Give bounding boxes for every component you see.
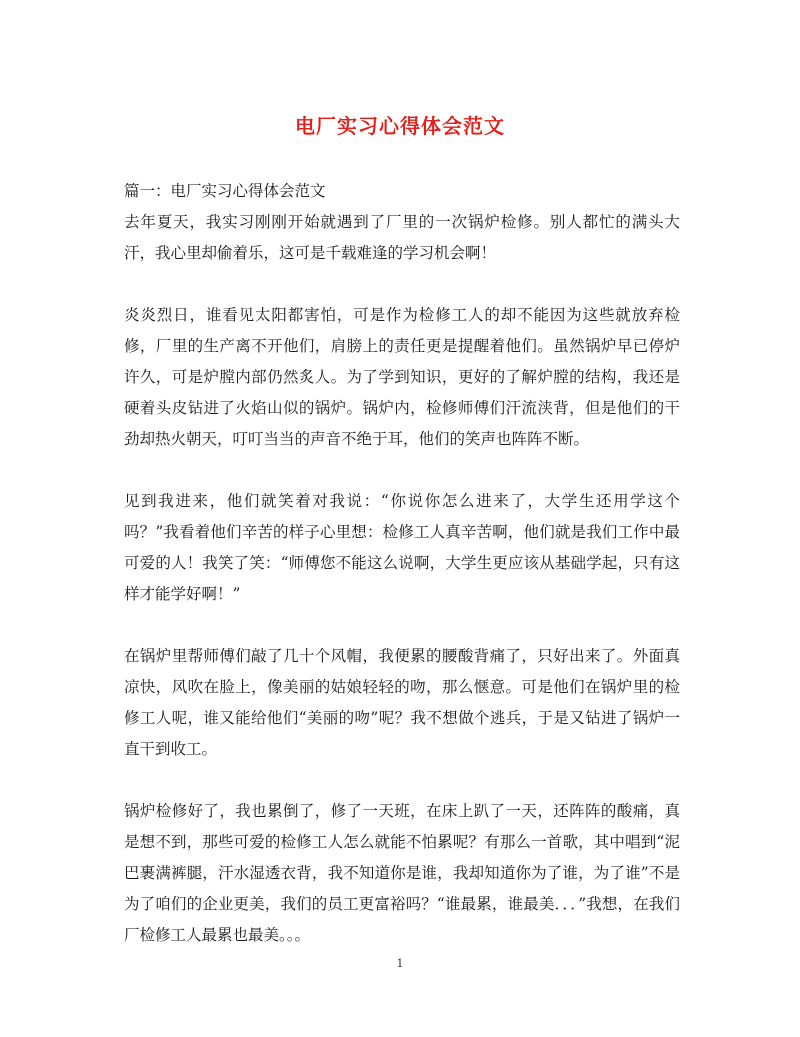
paragraph-3: 见到我进来，他们就笑着对我说：“你说你怎么进来了，大学生还用学这个吗？”我看着他们辛苦的样子心里想：检修工人真辛苦啊，他们就是我们工作中最可爱的人！我笑了笑：“师傅您不能这么说啊，大学生更应该从基础学起，只有这样才能学好啊！”	[124, 492, 680, 603]
document-title: 电厂实习心得体会范文	[295, 114, 505, 138]
section-heading: 篇一：电厂实习心得体会范文	[124, 182, 326, 200]
paragraph-2: 炎炎烈日，谁看见太阳都害怕，可是作为检修工人的却不能因为这些就放弃检修，厂里的生产离不开他们，肩膀上的责任更是提醒着他们。虽然锅炉早已停炉许久，可是炉膛内部仍然炙人。为了学到知识，更好的了解炉膛的结构，我还是硬着头皮钻进了火焰山似的锅炉。锅炉内，检修师傅们汗流浃背，但是他们的干劲却热火朝天，叮叮当当的声音不绝于耳，他们的笑声也阵阵不断。	[124, 306, 680, 448]
page-number: 1	[396, 957, 404, 970]
paragraph-1: 去年夏天，我实习刚刚开始就遇到了厂里的一次锅炉检修。别人都忙的满头大汗，我心里却偷着乐，这可是千载难逢的学习机会啊！	[124, 213, 680, 262]
paragraph-4: 在锅炉里帮师傅们敲了几十个风帽，我便累的腰酸背痛了，只好出来了。外面真凉快，风吹在脸上，像美丽的姑娘轻轻的吻，那么惬意。可是他们在锅炉里的检修工人呢，谁又能给他们“美丽的吻”呢？我不想做个逃兵，于是又钻进了锅炉一直干到收工。	[124, 647, 680, 758]
document-body	[124, 176, 680, 951]
paragraph-5: 锅炉检修好了，我也累倒了，修了一天班，在床上趴了一天，还阵阵的酸痛，真是想不到，那些可爱的检修工人怎么就能不怕累呢？有那么一首歌，其中唱到“泥巴裹满裤腿，汗水湿透衣背，我不知道你是谁，我却知道你为了谁，为了谁”不是为了咱们的企业更美，我们的员工更富裕吗？“谁最累，谁最美．．．”我想，在我们厂检修工人最累也最美。。。	[124, 802, 680, 944]
